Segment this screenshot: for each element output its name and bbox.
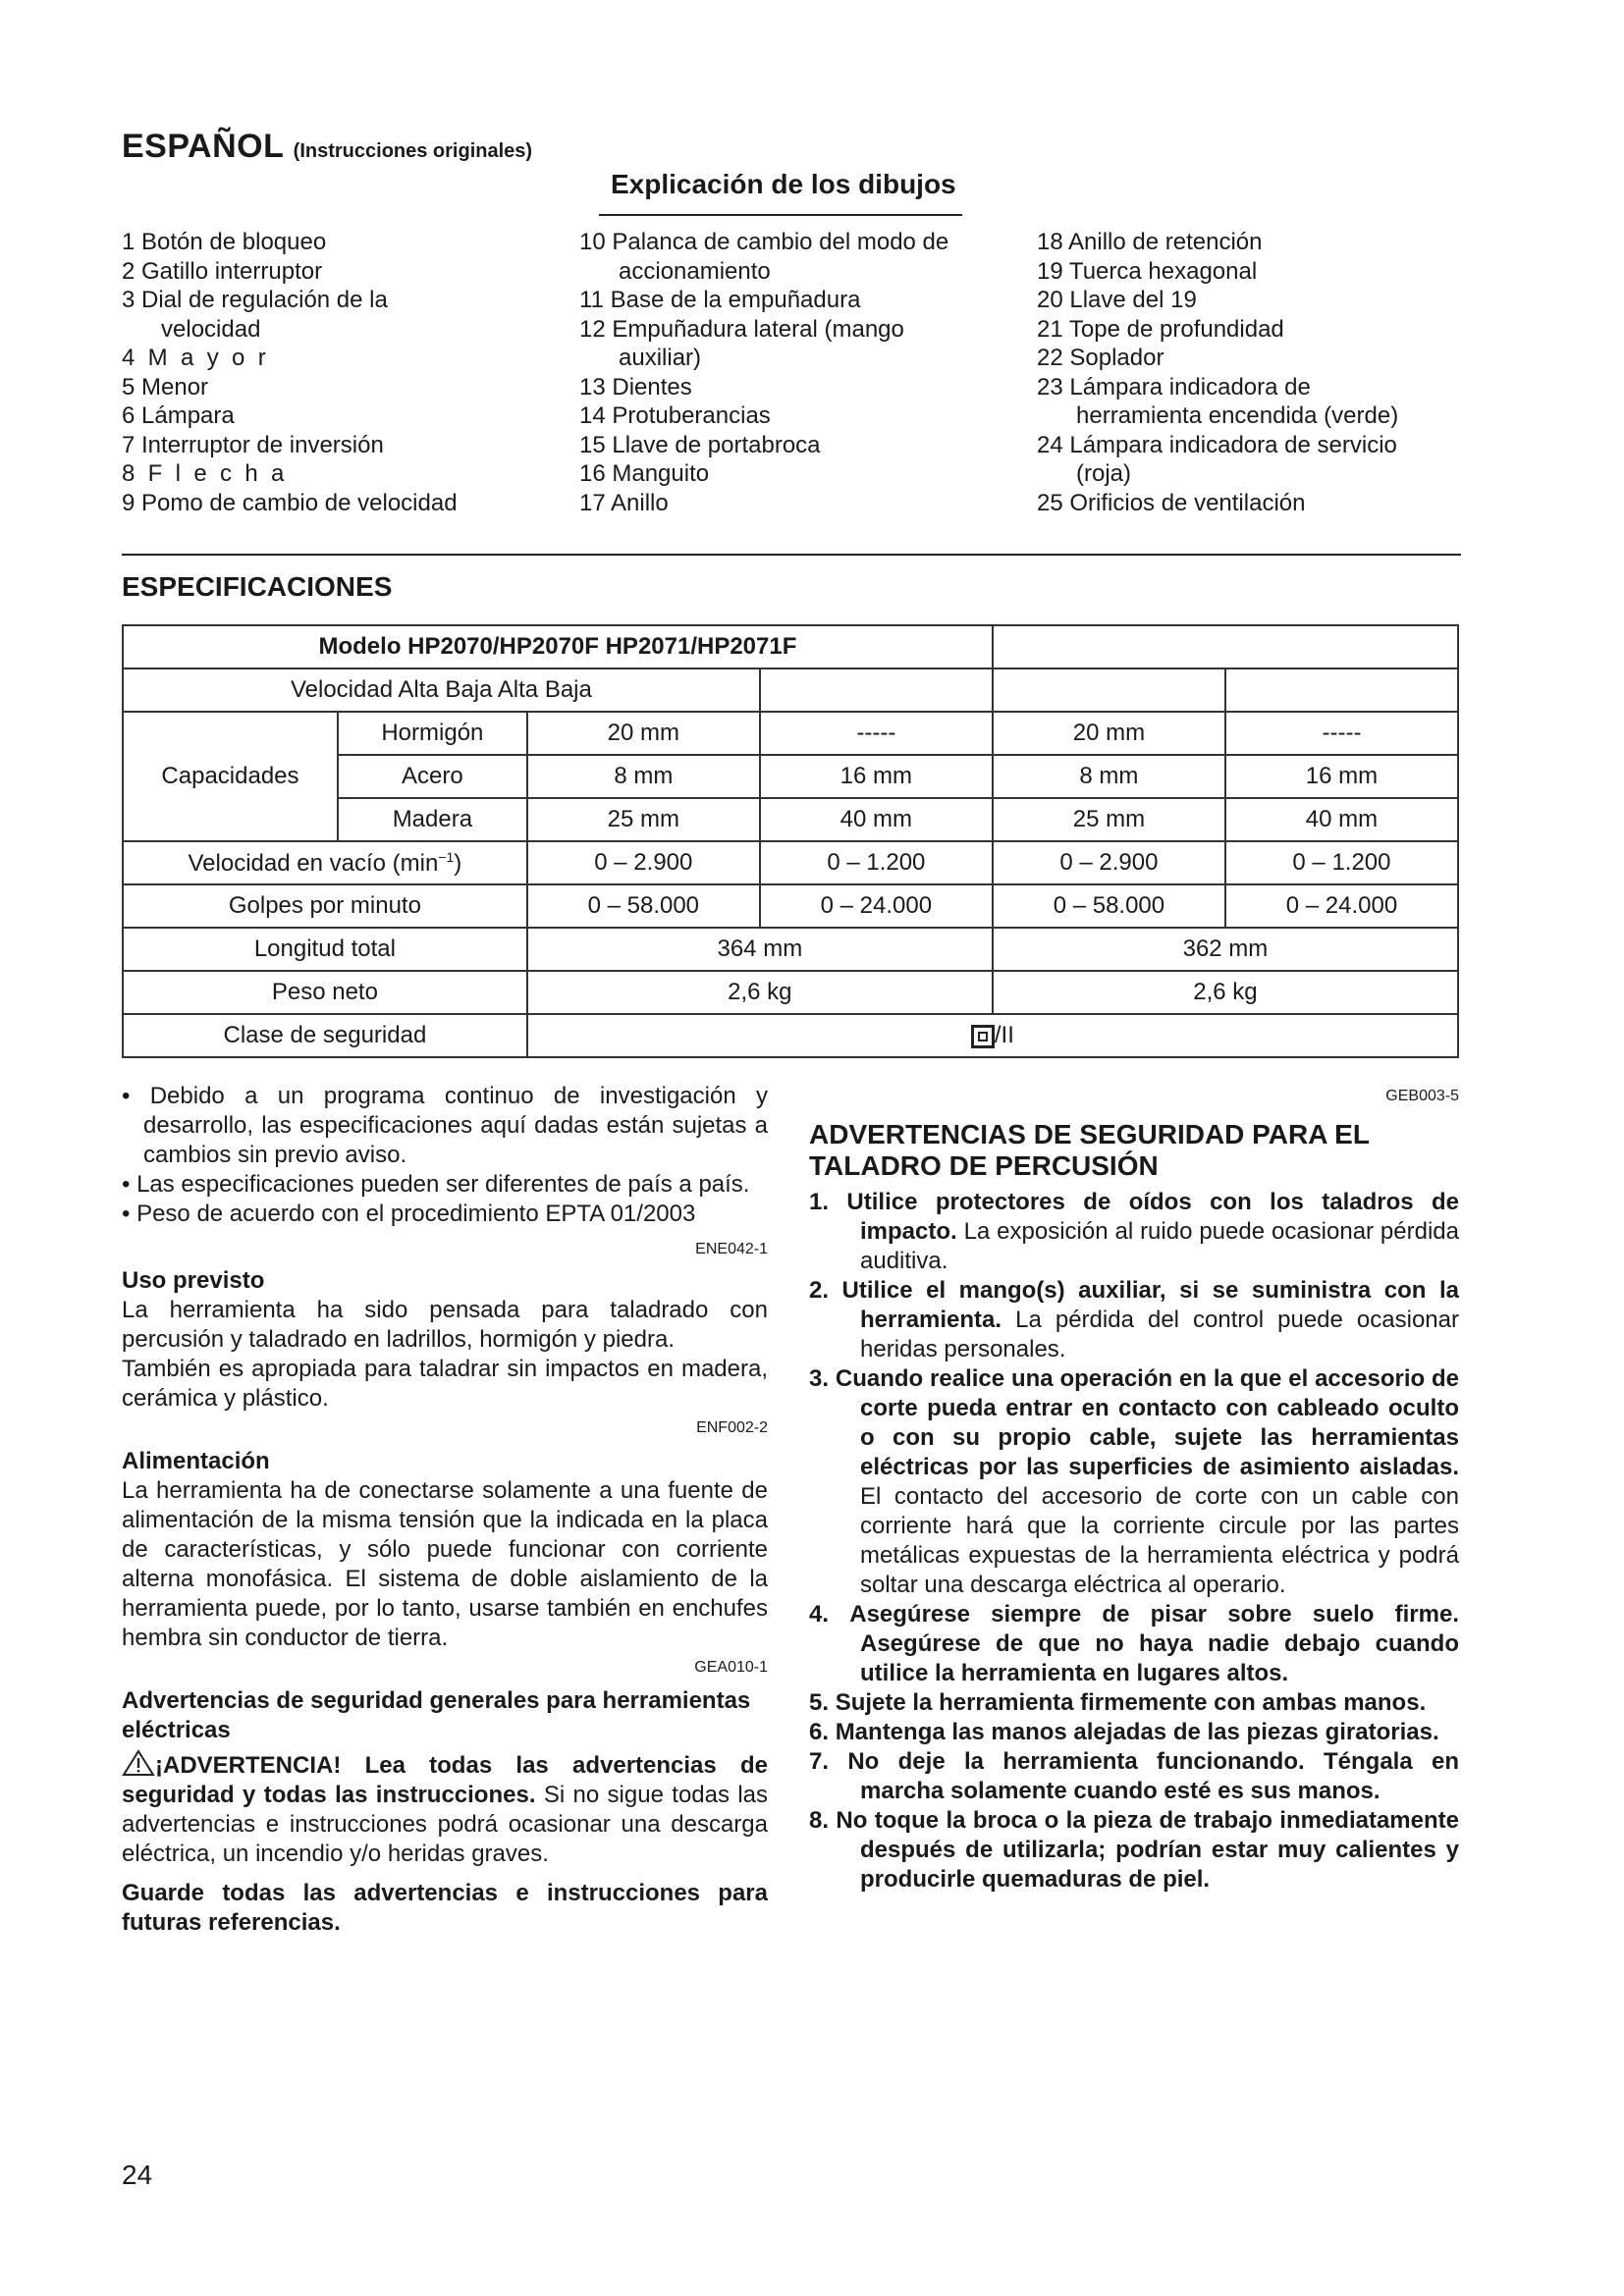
reference-code: GEB003-5 <box>1385 1088 1459 1104</box>
table-row <box>123 625 1458 668</box>
page-number: 24 <box>122 2160 153 2190</box>
capacities-label: Capacidades <box>123 712 338 841</box>
legend-item: 6 Lámpara <box>122 402 235 429</box>
item-bold: Mantenga las manos alejadas de las piezas giratorias. <box>835 1719 1439 1745</box>
legend-item: 15 Llave de portabroca <box>579 431 821 458</box>
item-number: 3. <box>809 1365 830 1392</box>
empty-cell <box>760 668 993 712</box>
table-cell: 8 mm <box>527 755 760 798</box>
table-cell: 25 mm <box>993 798 1225 841</box>
no-load-sup: −1 <box>438 848 455 865</box>
item-text: El contacto del accesorio de corte con un cable con corriente hará que la corriente circule por las partes metálicas expuestas de la herramienta eléctrica y podrá soltar una descarga eléctrica al operario. <box>860 1483 1459 1598</box>
legend-item: 1 Botón de bloqueo <box>122 229 327 255</box>
list-item <box>809 1600 1459 1688</box>
table-cell: 362 mm <box>993 928 1458 971</box>
legend-item: 12 Empuñadura lateral (mango <box>579 315 904 343</box>
legend-item: 21 Tope de profundidad <box>1037 315 1284 343</box>
legend-item: 11 Base de la empuñadura <box>579 287 861 313</box>
safety-class-value: /II <box>994 1022 1014 1048</box>
legend-item: 7 Interruptor de inversión <box>122 431 384 458</box>
row-label: Golpes por minuto <box>123 884 527 928</box>
item-bold: Sujete la herramienta firmemente con ambas manos. <box>835 1689 1427 1716</box>
warning-triangle-icon <box>122 1749 155 1777</box>
intended-use-title: Uso previsto <box>122 1267 265 1294</box>
explanation-title: Explicación de los dibujos <box>611 169 956 199</box>
specifications-table <box>122 624 1459 1058</box>
legend-item: 16 Manguito <box>579 460 710 487</box>
table-cell: 8 mm <box>993 755 1225 798</box>
table-row <box>123 971 1458 1014</box>
warning-text: Si no sigue todas las advertencias e instrucciones podrá ocasionar una descarga eléctrica, un incendio y/o heridas graves. <box>122 1782 769 1867</box>
table-cell: 40 mm <box>1225 798 1458 841</box>
legend-column-1 <box>122 228 458 517</box>
table-cell: 0 – 1.200 <box>760 841 993 884</box>
language-heading <box>122 128 532 166</box>
table-cell: 0 – 24.000 <box>1225 884 1458 928</box>
power-supply-title: Alimentación <box>122 1448 270 1474</box>
item-bold: Utilice el mango(s) auxiliar, si se suministra con la herramienta. <box>841 1277 1459 1333</box>
warnings-list <box>809 1188 1459 1895</box>
legend-item: 10 Palanca de cambio del modo de <box>579 229 949 255</box>
legend-item: 19 Tuerca hexagonal <box>1037 257 1258 285</box>
language-title: ESPAÑOL <box>122 128 284 165</box>
legend-item: 9 Pomo de cambio de velocidad <box>122 489 458 516</box>
list-item <box>809 1718 1459 1747</box>
item-bold: Asegúrese siempre de pisar sobre suelo firme. Asegúrese de que no haya nadie debajo cuando utilice la herramienta en lugares altos. <box>849 1601 1460 1686</box>
table-row <box>123 841 1458 884</box>
table-cell: 0 – 58.000 <box>527 884 760 928</box>
legend-item: 22 Soplador <box>1037 345 1164 371</box>
legend-item: 18 Anillo de retención <box>1037 229 1263 255</box>
table-cell: 40 mm <box>760 798 993 841</box>
table-row <box>123 1014 1458 1057</box>
table-cell: 0 – 24.000 <box>760 884 993 928</box>
empty-cell <box>1225 668 1458 712</box>
table-cell: 16 mm <box>760 755 993 798</box>
table-cell: 0 – 2.900 <box>993 841 1225 884</box>
legend-item: auxiliar) <box>579 345 702 371</box>
legend-item: 17 Anillo <box>579 489 669 516</box>
item-bold: Cuando realice una operación en la que el accesorio de corte pueda entrar en contacto con cableado oculto o con su propio cable, sujete las herramientas eléctricas por las superficies de asimiento aisladas. <box>835 1365 1460 1480</box>
table-cell: 364 mm <box>527 928 993 971</box>
right-column <box>809 1082 1459 1895</box>
section-divider <box>122 554 1461 556</box>
list-item <box>809 1276 1459 1364</box>
table-cell: 0 – 1.200 <box>1225 841 1458 884</box>
double-insulation-icon <box>971 1025 995 1048</box>
table-cell: 2,6 kg <box>993 971 1458 1014</box>
legend-column-3 <box>1037 228 1398 517</box>
item-number: 2. <box>809 1277 830 1304</box>
reference-code: ENF002-2 <box>696 1419 768 1436</box>
power-supply-text: La herramienta ha de conectarse solamente a una fuente de alimentación de la misma tensión que la indicada en la placa de características, y sólo puede funcionar con corriente alterna monofásica. El sistema de doble aislamiento de la herramienta puede, por lo tanto, usarse también en enchufes hembra sin conductor de tierra. <box>122 1477 768 1651</box>
legend-item: (roja) <box>1037 460 1132 487</box>
legend-item: 13 Dientes <box>579 373 692 400</box>
speed-cell: Velocidad Alta Baja Alta Baja <box>123 668 760 712</box>
table-row <box>123 928 1458 971</box>
empty-cell <box>993 625 1458 668</box>
item-number: 5. <box>809 1689 830 1716</box>
list-item <box>809 1364 1459 1600</box>
intended-use-text: La herramienta ha sido pensada para taladrado con percusión y taladrado en ladrillos, hormigón y piedra. <box>122 1297 768 1353</box>
row-label: Peso neto <box>123 971 527 1014</box>
safety-class-cell <box>527 1014 1458 1057</box>
list-item <box>809 1747 1459 1806</box>
specifications-title: ESPECIFICACIONES <box>122 571 393 602</box>
no-load-label: Velocidad en vacío (min <box>188 849 439 877</box>
table-cell: ----- <box>1225 712 1458 755</box>
legend-item: herramienta encendida (verde) <box>1037 402 1399 429</box>
list-item <box>809 1806 1459 1895</box>
general-warning <box>122 1749 768 1869</box>
list-item <box>809 1688 1459 1718</box>
item-text: La pérdida del control puede ocasionar heridas personales. <box>860 1307 1459 1362</box>
legend-item: 20 Llave del 19 <box>1037 287 1197 313</box>
item-text: La exposición al ruido puede ocasionar pérdida auditiva. <box>860 1218 1459 1274</box>
legend-item: 25 Orificios de ventilación <box>1037 489 1306 516</box>
hammer-drill-warnings-title: ADVERTENCIAS DE SEGURIDAD PARA EL TALADRO DE PERCUSIÓN <box>809 1119 1370 1181</box>
table-cell: 0 – 2.900 <box>527 841 760 884</box>
legend-item: 8 F l e c h a <box>122 460 285 487</box>
table-cell: 16 mm <box>1225 755 1458 798</box>
row-label: Clase de seguridad <box>123 1014 527 1057</box>
item-number: 4. <box>809 1601 830 1628</box>
reference-code: GEA010-1 <box>694 1659 768 1676</box>
left-column <box>122 1082 768 1938</box>
list-item <box>809 1188 1459 1276</box>
general-warnings-title: Advertencias de seguridad generales para herramientas eléctricas <box>122 1687 751 1743</box>
item-bold: No toque la broca o la pieza de trabajo inmediatamente después de utilizarla; podrían estar muy calientes y producirle quemaduras de piel. <box>836 1807 1459 1893</box>
spec-note: • Debido a un programa continuo de investigación y desarrollo, las especificaciones aquí dadas están sujetas a cambios sin previo aviso. <box>122 1083 768 1168</box>
keep-instructions: Guarde todas las advertencias e instrucciones para futuras referencias. <box>122 1880 768 1936</box>
spec-note: • Peso de acuerdo con el procedimiento EPTA 01/2003 <box>122 1201 696 1227</box>
item-number: 7. <box>809 1748 830 1775</box>
legend-item: 2 Gatillo interruptor <box>122 257 323 285</box>
item-bold: Utilice protectores de oídos con los taladros de impacto. <box>846 1189 1460 1245</box>
row-label: Madera <box>338 798 527 841</box>
language-note: (Instrucciones originales) <box>293 140 533 162</box>
spec-note: • Las especificaciones pueden ser diferentes de país a país. <box>122 1171 750 1198</box>
legend-column-2 <box>579 228 948 517</box>
item-number: 6. <box>809 1719 830 1745</box>
intended-use-text: También es apropiada para taladrar sin impactos en madera, cerámica y plástico. <box>122 1356 768 1412</box>
legend-item: 3 Dial de regulación de la <box>122 287 388 313</box>
empty-cell <box>993 668 1225 712</box>
row-label <box>123 841 527 884</box>
table-cell: 2,6 kg <box>527 971 993 1014</box>
table-cell: ----- <box>760 712 993 755</box>
legend-item: accionamiento <box>579 257 771 285</box>
model-cell: Modelo HP2070/HP2070F HP2071/HP2071F <box>123 625 993 668</box>
legend-item: 5 Menor <box>122 373 209 400</box>
row-label: Longitud total <box>123 928 527 971</box>
no-load-close: ) <box>454 849 462 877</box>
table-row <box>123 668 1458 712</box>
item-number: 1. <box>809 1189 830 1215</box>
legend-item: 14 Protuberancias <box>579 402 771 429</box>
table-row <box>123 884 1458 928</box>
legend-item: 4 M a y o r <box>122 345 266 371</box>
table-cell: 25 mm <box>527 798 760 841</box>
legend-item: 24 Lámpara indicadora de servicio <box>1037 431 1397 458</box>
item-bold: No deje la herramienta funcionando. Téngala en marcha solamente cuando esté es sus manos. <box>847 1748 1460 1804</box>
table-row <box>123 712 1458 755</box>
reference-code: ENE042-1 <box>695 1241 768 1257</box>
item-number: 8. <box>809 1807 830 1834</box>
row-label: Acero <box>338 755 527 798</box>
table-cell: 0 – 58.000 <box>993 884 1225 928</box>
legend-item: velocidad <box>122 315 261 343</box>
warning-bold: ¡ADVERTENCIA! Lea todas las advertencias de seguridad y todas las instrucciones. <box>122 1752 768 1808</box>
table-cell: 20 mm <box>993 712 1225 755</box>
row-label: Hormigón <box>338 712 527 755</box>
table-cell: 20 mm <box>527 712 760 755</box>
legend-item: 23 Lámpara indicadora de <box>1037 373 1311 400</box>
explanation-underline <box>599 214 962 216</box>
